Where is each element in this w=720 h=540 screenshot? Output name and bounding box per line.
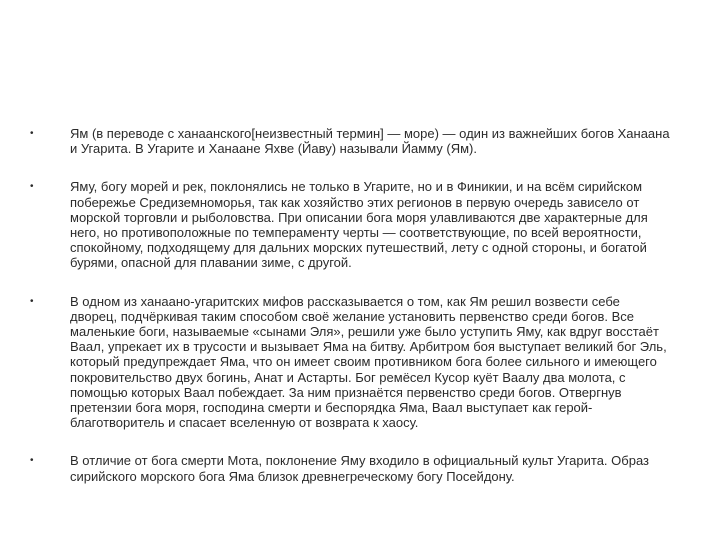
list-item <box>30 294 670 431</box>
list-item <box>30 453 670 483</box>
bullet-icon: • <box>30 181 34 193</box>
bullet-icon: • <box>30 295 34 307</box>
list-item <box>30 179 670 270</box>
bullet-text: Яму, богу морей и рек, поклонялись не только в Угарите, но и в Финикии, и на всём сирийском побережье Средиземноморья, так как хозяйство этих регионов в первую очередь зависело от морской торговли и рыболовства. При описании бога моря улавливаются две характерные для него, но противоположные по темпераменту черты — соответствующие, по всей вероятности, спокойному, подходящему для дальних морских путешествий, лету с одной стороны, и богатой бурями, опасной для плавании зиме, с другой. <box>70 179 648 271</box>
bullet-icon: • <box>30 128 34 139</box>
bullet-list <box>30 126 670 484</box>
bullet-text: В отличие от бога смерти Мота, поклонение Яму входило в официальный культ Угарита. Образ сирийского морского бога Яма близок древнегреческому богу Посейдону. <box>70 453 649 484</box>
bullet-icon: • <box>30 455 34 467</box>
bullet-text: В одном из ханаано-угаритских мифов рассказывается о том, как Ям решил возвести себе дворец, подчёркивая таким способом своё желание установить первенство среди богов. Все маленькие боги, называемые «сынами Эля», решили уже было уступить Яму, как вдруг восстаёт Ваал, упрекает их в трусости и вызывает Яма на битву. Арбитром боя выступает великий бог Эль, который предупреждает Яма, что он имеет своим противником бога более сильного и имеющего покровительство двух богинь, Анат и Астарты. Бог ремёсел Кусор куёт Ваалу два молота, с помощью которых Ваал побеждает. За ним признаётся первенство среди богов. Отвергнув претензии бога моря, господина смерти и беспорядка Яма, Ваал выступает как герой-благотворитель и спасает вселенную от возврата к хаосу. <box>70 293 667 431</box>
list-item <box>30 126 670 156</box>
bullet-text: Ям (в переводе с ханаанского[неизвестный термин] — море) — один из важнейших богов Ханаана и Угарита. В Угарите и Ханаане Яхве (Йаву) называли Йамму (Ям). <box>70 126 670 157</box>
